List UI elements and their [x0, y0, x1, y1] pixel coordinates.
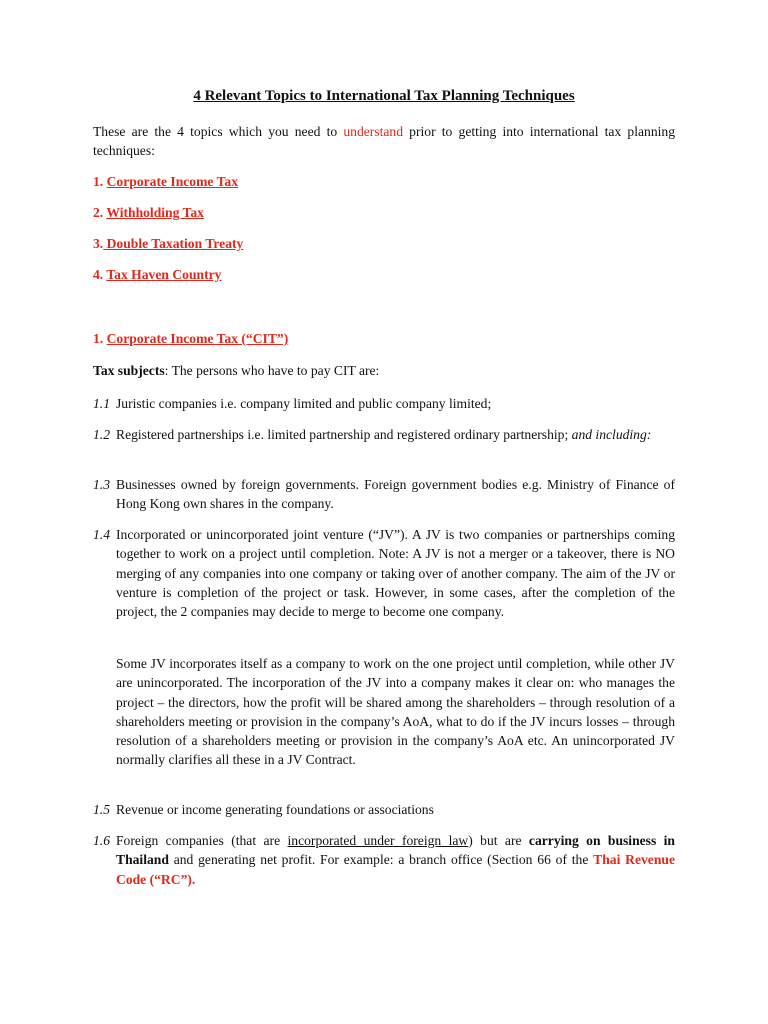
list-item-1-2 [93, 425, 675, 444]
item-pre: Foreign companies (that are [116, 833, 288, 848]
toc-item-1[interactable] [93, 174, 238, 190]
toc-link-corporate-income-tax[interactable]: Corporate Income Tax [106, 174, 239, 189]
item-underlined: incorporated under foreign law [287, 833, 469, 848]
item-mid: ) but are [468, 833, 529, 848]
item-number: 1.5 [93, 802, 110, 817]
item-tail: and including: [571, 427, 652, 442]
list-item-1-4 [93, 525, 675, 621]
toc-item-3[interactable] [93, 236, 243, 252]
toc-num: 3. [93, 236, 104, 251]
item-text: Businesses owned by foreign governments. Foreign government bodies e.g. Ministry of Finance of Hong Kong own shares in the company. [116, 477, 675, 512]
item-number: 1.4 [93, 527, 110, 542]
item-text-wrap [116, 831, 675, 889]
item-number: 1.3 [93, 477, 110, 492]
item-number: 1.6 [93, 833, 110, 848]
section-num: 1. [93, 331, 104, 346]
toc-link-double-taxation-treaty[interactable]: Double Taxation Treaty [103, 236, 244, 251]
item-text: Registered partnerships i.e. limited partnership and registered ordinary partnership; [116, 427, 569, 442]
item-text: Some JV incorporates itself as a company to work on the one project until completion, while other JV are unincorporated. The incorporation of the JV into a company makes it clear on: who manages the project – the directors, how the profit will be shared among the shareholders – through resolution of a shareholders meeting or provision in the company’s AoA, what to do if the JV incurs losses – through resolution of a shareholders meeting or provision in the company’s AoA etc. An unincorporated JV normally clarifies all these in a JV Contract. [116, 656, 675, 768]
item-text: Revenue or income generating foundations or associations [116, 802, 434, 817]
page-title: 4 Relevant Topics to International Tax Planning Techniques [193, 88, 575, 104]
toc-item-4[interactable] [93, 267, 221, 283]
toc-link-withholding-tax[interactable]: Withholding Tax [106, 205, 204, 220]
toc-num: 4. [93, 267, 104, 282]
toc-num: 1. [93, 174, 104, 189]
intro-pre: These are the 4 topics which you need to [93, 124, 344, 139]
list-item-1-6 [93, 831, 675, 889]
section-heading-label: Corporate Income Tax (“CIT”) [106, 331, 289, 346]
item-text: Incorporated or unincorporated joint venture (“JV”). A JV is two companies or partnerships coming together to work on a project until completion. Note: A JV is not a merger or a takeover, there is NO merging of any companies into one company or taking over of another company. The aim of the JV or venture is completion of the project or task. However, in some cases, after the completion of the project, the 2 companies may decide to merge to become one company. [116, 527, 675, 620]
item-text: Juristic companies i.e. company limited and public company limited; [116, 396, 492, 411]
intro-post: prior to getting into international tax planning techniques: [93, 124, 675, 159]
tax-subjects-text: : The persons who have to pay CIT are: [164, 363, 380, 378]
list-item-1-3 [93, 475, 675, 514]
item-bold: carrying on business in Thailand [116, 833, 675, 868]
toc-item-2[interactable] [93, 205, 204, 221]
intro-paragraph [93, 122, 675, 161]
item-number: 1.1 [93, 396, 110, 411]
list-item-1-4-continued [93, 654, 675, 770]
intro-highlight: understand [343, 124, 403, 139]
list-item-1-1 [93, 394, 675, 413]
toc-link-tax-haven-country[interactable]: Tax Haven Country [106, 267, 222, 282]
list-item-1-5 [93, 800, 675, 819]
tax-subjects-paragraph [93, 361, 675, 380]
toc-num: 2. [93, 205, 104, 220]
item-text-wrap [116, 425, 675, 444]
item-post: and generating net profit. For example: a branch office (Section 66 of the [168, 852, 594, 868]
tax-subjects-label: Tax subjects [93, 363, 165, 378]
section-1-heading [93, 331, 288, 347]
item-number: 1.2 [93, 427, 110, 442]
thai-revenue-code-reference: Thai Revenue Code (“RC”). [116, 852, 675, 887]
